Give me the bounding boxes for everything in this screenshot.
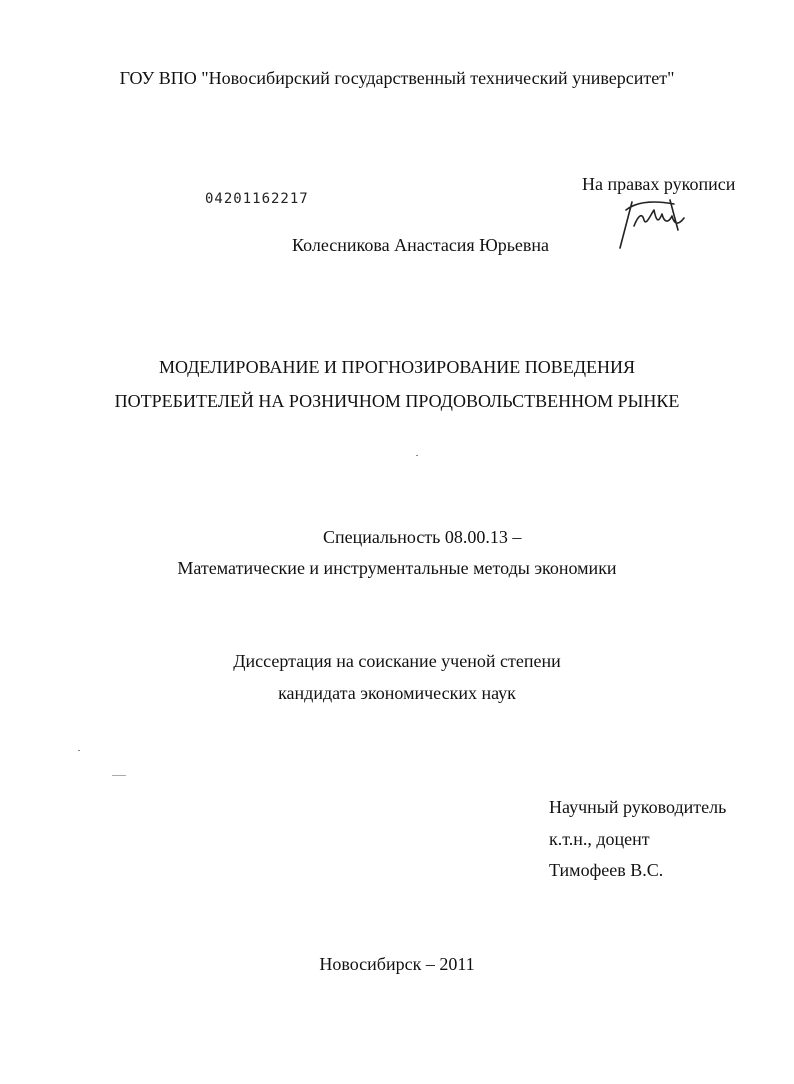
registration-code: 04201162217 [205, 191, 309, 207]
dissertation-line-2: кандидата экономических наук [278, 683, 516, 703]
specialty-line-1: Специальность 08.00.13 – [323, 527, 522, 547]
specialty-line-2: Математические и инструментальные методы экономики [177, 558, 617, 578]
supervisor-degree: к.т.н., доцент [549, 829, 650, 849]
scan-speck [78, 750, 80, 751]
title-line-1: МОДЕЛИРОВАНИЕ И ПРОГНОЗИРОВАНИЕ ПОВЕДЕНИЯ [159, 357, 635, 377]
scan-speck [112, 775, 126, 776]
title-line-2: ПОТРЕБИТЕЛЕЙ НА РОЗНИЧНОМ ПРОДОВОЛЬСТВЕННОМ РЫНКЕ [114, 391, 680, 411]
supervisor-name: Тимофеев В.С. [549, 860, 664, 880]
author-name: Колесникова Анастасия Юрьевна [292, 235, 550, 255]
dissertation-line-1: Диссертация на соискание ученой степени [233, 651, 561, 671]
institution-name: ГОУ ВПО "Новосибирский государственный технический университет" [119, 68, 675, 88]
signature-icon [612, 196, 692, 252]
city-year: Новосибирск – 2011 [319, 954, 475, 974]
scan-speck [416, 455, 418, 456]
supervisor-label: Научный руководитель [549, 797, 727, 817]
rights-notice: На правах рукописи [582, 174, 736, 194]
